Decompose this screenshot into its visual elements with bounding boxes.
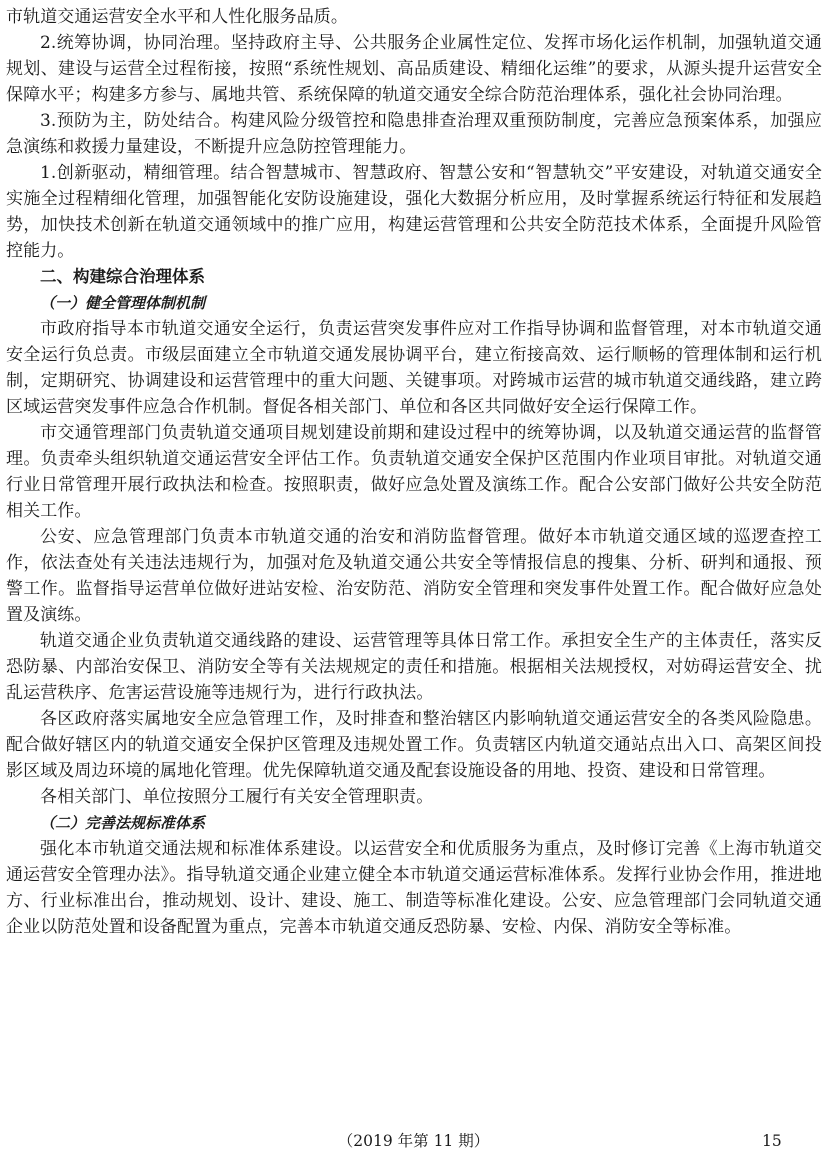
- page-number: 15: [762, 1132, 782, 1150]
- document-body: [6, 4, 822, 940]
- issue-label: （2019 年第 11 期）: [337, 1132, 490, 1150]
- body-paragraph: 各区政府落实属地安全应急管理工作，及时排查和整治辖区内影响轨道交通运营安全的各类风险隐患。配合做好辖区内的轨道交通安全保护区管理及违规处置工作。负责辖区内轨道交通站点出入口、高架区间投影区域及周边环境的属地化管理。优先保障轨道交通及配套设施设备的用地、投资、建设和日常管理。: [6, 709, 822, 781]
- body-paragraph: 轨道交通企业负责轨道交通线路的建设、运营管理等具体日常工作。承担安全生产的主体责任，落实反恐防暴、内部治安保卫、消防安全等有关法规规定的责任和措施。根据相关法规授权，对妨碍运营安全、扰乱运营秩序、危害运营设施等违规行为，进行行政执法。: [6, 631, 822, 703]
- subsection-heading: （一）健全管理体制机制: [40, 294, 206, 312]
- body-paragraph: 市轨道交通运营安全水平和人性化服务品质。: [6, 7, 348, 27]
- body-paragraph: 强化本市轨道交通法规和标准体系建设。以运营安全和优质服务为重点，及时修订完善《上海市轨道交通运营安全管理办法》。指导轨道交通企业建立健全本市轨道交通运营标准体系。发挥行业协会作用，推进地方、行业标准出台，推动规划、设计、建设、施工、制造等标准化建设。公安、应急管理部门会同轨道交通企业以防范处置和设备配置为重点，完善本市轨道交通反恐防暴、安检、内保、消防安全等标准。: [6, 839, 822, 937]
- body-paragraph: 各相关部门、单位按照分工履行有关安全管理职责。: [40, 787, 434, 807]
- body-paragraph: 1.创新驱动，精细管理。结合智慧城市、智慧政府、智慧公安和“智慧轨交”平安建设，对轨道交通安全实施全过程精细化管理，加强智能化安防设施建设，强化大数据分析应用，及时掌握系统运行特征和发展趋势，加快技术创新在轨道交通领域中的推广应用，构建运营管理和公共安全防范技术体系，全面提升风险管控能力。: [6, 163, 822, 261]
- body-paragraph: 市政府指导本市轨道交通安全运行，负责运营突发事件应对工作指导协调和监督管理，对本市轨道交通安全运行负总责。市级层面建立全市轨道交通发展协调平台，建立衔接高效、运行顺畅的管理体制和运行机制，定期研究、协调建设和运营管理中的重大问题、关键事项。对跨城市运营的城市轨道交通线路，建立跨区域运营突发事件应急合作机制。督促各相关部门、单位和各区共同做好安全运行保障工作。: [6, 319, 822, 417]
- body-paragraph: 市交通管理部门负责轨道交通项目规划建设前期和建设过程中的统筹协调，以及轨道交通运营的监督管理。负责牵头组织轨道交通运营安全评估工作。负责轨道交通安全保护区范围内作业项目审批。对轨道交通行业日常管理开展行政执法和检查。按照职责，做好应急处置及演练工作。配合公安部门做好公共安全防范相关工作。: [6, 423, 822, 521]
- section-heading: 二、构建综合治理体系: [40, 267, 205, 286]
- body-paragraph: 3.预防为主，防处结合。构建风险分级管控和隐患排查治理双重预防制度，完善应急预案体系，加强应急演练和救援力量建设，不断提升应急防控管理能力。: [6, 111, 822, 157]
- body-paragraph: 2.统筹协调，协同治理。坚持政府主导、公共服务企业属性定位、发挥市场化运作机制，加强轨道交通规划、建设与运营全过程衔接，按照“系统性规划、高品质建设、精细化运维”的要求，从源头提升运营安全保障水平；构建多方参与、属地共管、系统保障的轨道交通安全综合防范治理体系，强化社会协同治理。: [6, 33, 822, 105]
- subsection-heading: （二）完善法规标准体系: [40, 814, 206, 832]
- body-paragraph: 公安、应急管理部门负责本市轨道交通的治安和消防监督管理。做好本市轨道交通区域的巡逻查控工作，依法查处有关违法违规行为，加强对危及轨道交通公共安全等情报信息的搜集、分析、研判和通报、预警工作。监督指导运营单位做好进站安检、治安防范、消防安全管理和突发事件处置工作。配合做好应急处置及演练。: [6, 527, 822, 625]
